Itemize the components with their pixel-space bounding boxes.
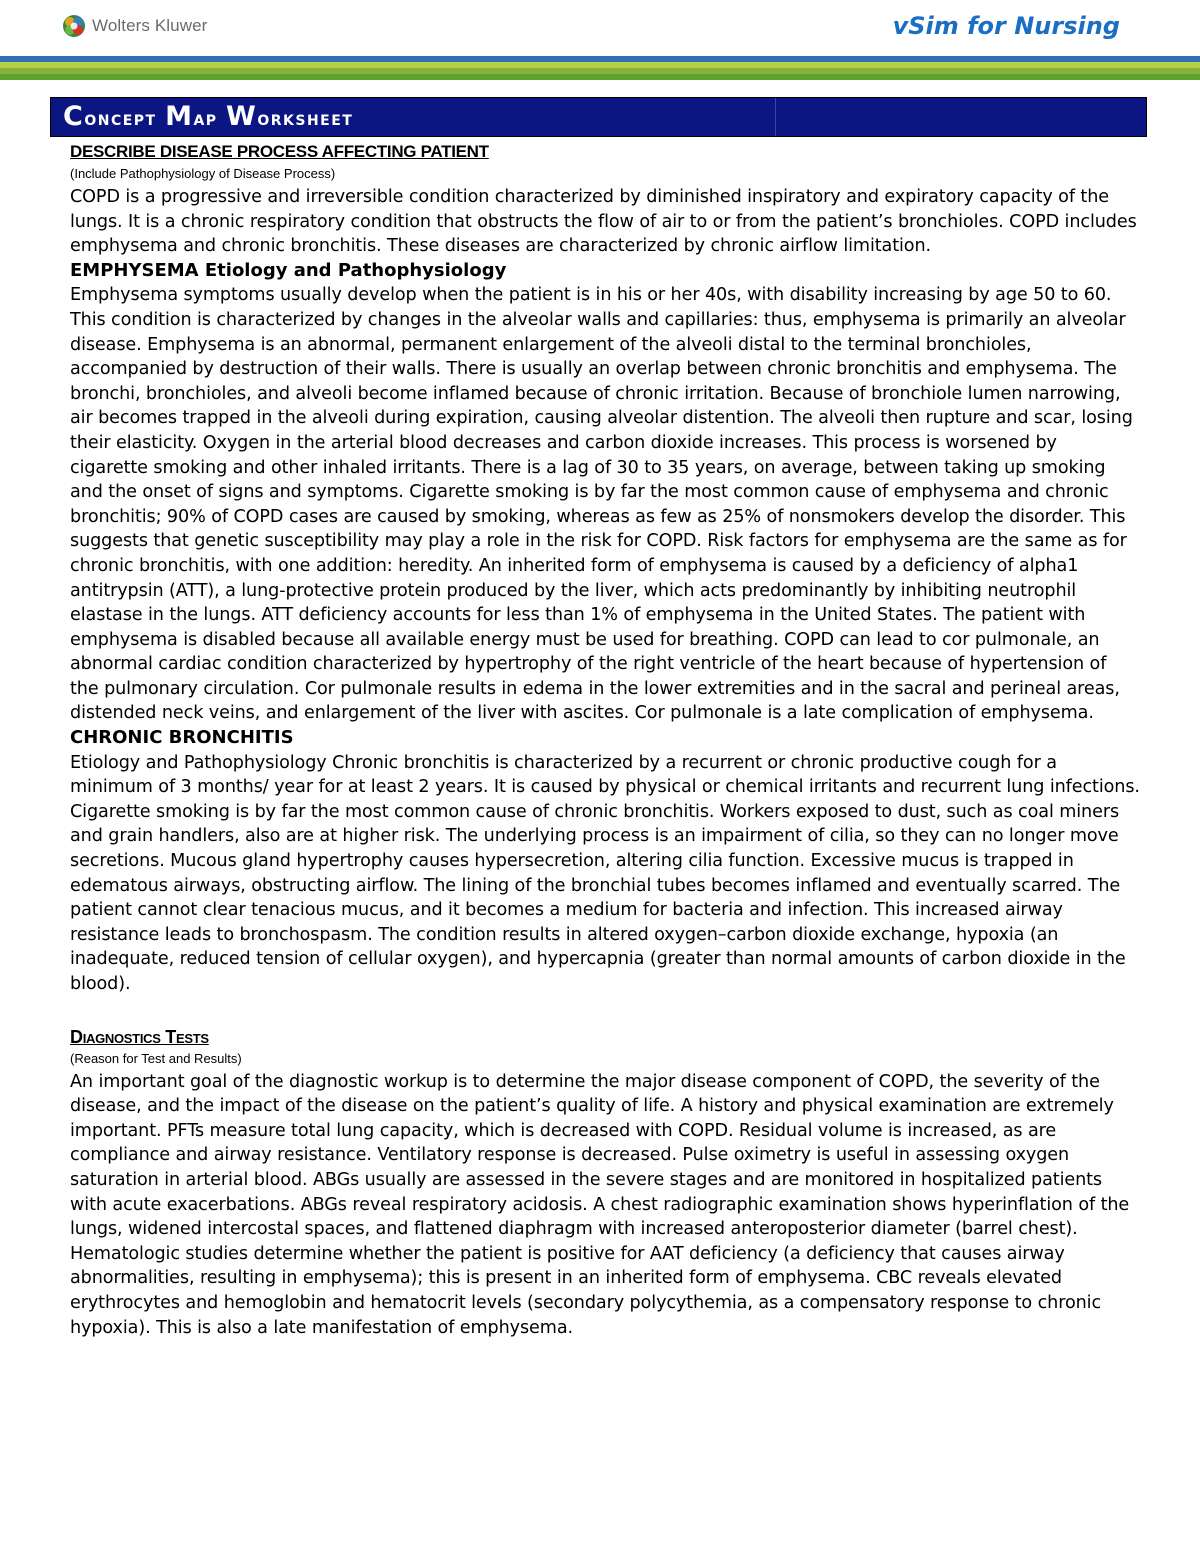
emphysema-paragraph: Emphysema symptoms usually develop when the patient is in his or her 40s, with disability increasing by age 50 to 60. This condition is characterized by changes in the alveolar walls and capillaries: thus, emphysema is primarily an alveolar disease. Emphysema is an abnormal, permanent enlargement of the alveoli distal to the terminal bronchioles, accompanied by destruction of their walls. There is usually an overlap between chronic bronchitis and emphysema. The bronchi, bronchioles, and alveoli become inflamed because of chronic irritation. Because of bronchiole lumen narrowing, air becomes trapped in the alveoli during expiration, causing alveolar distention. The alveoli then rupture and scar, losing their elasticity. Oxygen in the arterial blood decreases and carbon dioxide increases. This process is worsened by cigarette smoking and other inhaled irritants. There is a lag of 30 to 35 years, on average, between taking up smoking and the onset of signs and symptoms. Cigarette smoking is by far the most common cause of emphysema and chronic bronchitis; 90% of COPD cases are caused by smoking, whereas as few as 25% of nonsmokers develop the disorder. This suggests that genetic susceptibility may play a role in the risk for COPD. Risk factors for emphysema are the same as for chronic bronchitis, with one addition: heredity. An inherited form of emphysema is caused by a deficiency of alpha1 antitrypsin (ATT), a lung-protective protein produced by the liver, which acts predominantly by inhibiting neutrophil elastase in the lungs. ATT deficiency accounts for less than 1% of emphysema in the United States. The patient with emphysema is disabled because all available energy must be used for breathing. COPD can lead to cor pulmonale, an abnormal cardiac condition characterized by hypertrophy of the right ventricle of the heart because of hypertension of the pulmonary circulation. Cor pulmonale results in edema in the lower extremities and in the sacral and perineal areas, distended neck veins, and enlargement of the liver with ascites. Cor pulmonale is a late complication of emphysema. — [70, 285, 1133, 724]
copd-intro-paragraph: COPD is a progressive and irreversible condition characterized by diminished inspiratory and expiratory capacity of the lungs. It is a chronic respiratory condition that obstructs the flow of air to or from the patient’s bronchioles. COPD includes emphysema and chronic bronchitis. These diseases are characterized by chronic airflow limitation. — [70, 187, 1137, 257]
logo-text: Wolters Kluwer — [92, 16, 208, 35]
title-initial-3: W — [226, 101, 258, 132]
title-word-3: orksheet — [257, 106, 354, 130]
chronic-bronchitis-heading: CHRONIC BRONCHITIS — [70, 727, 294, 749]
wolters-kluwer-logo-icon — [62, 14, 86, 38]
wolters-kluwer-logo — [62, 14, 207, 38]
header-stripe-4 — [0, 74, 1200, 80]
worksheet-title — [63, 102, 353, 133]
title-bar-divider — [775, 98, 776, 136]
title-initial-2: M — [165, 101, 194, 132]
disease-process-note: (Include Pathophysiology of Disease Process) — [70, 166, 336, 181]
title-word-2: ap — [193, 106, 218, 130]
page-header — [0, 0, 1200, 56]
title-word-1: oncept — [84, 106, 157, 130]
diagnostics-paragraph: An important goal of the diagnostic workup is to determine the major disease component of COPD, the severity of the disease, and the impact of the disease on the patient’s quality of life. A history and physical examination are extremely important. PFTs measure total lung capacity, which is decreased with COPD. Residual volume is increased, as are compliance and airway resistance. Ventilatory response is decreased. Pulse oximetry is useful in assessing oxygen saturation in arterial blood. ABGs usually are assessed in the severe stages and are monitored in hospitalized patients with acute exacerbations. ABGs reveal respiratory acidosis. A chest radiographic examination shows hyperinflation of the lungs, widened intercostal spaces, and flattened diaphragm with increased anteroposterior diameter (barrel chest). Hematologic studies determine whether the patient is positive for AAT deficiency (a deficiency that causes airway abnormalities, resulting in emphysema); this is present in an inherited form of emphysema. CBC reveals elevated erythrocytes and hemoglobin and hematocrit levels (secondary polycythemia, as a compensatory response to chronic hypoxia). This is also a late manifestation of emphysema. — [70, 1071, 1130, 1338]
emphysema-heading: EMPHYSEMA Etiology and Pathophysiology — [70, 259, 507, 281]
diagnostics-note: (Reason for Test and Results) — [70, 1050, 242, 1066]
chronic-bronchitis-paragraph: Etiology and Pathophysiology Chronic bronchitis is characterized by a recurrent or chronic productive cough for a minimum of 3 months/ year for at least 2 years. It is caused by physical or chemical irritants and recurrent lung infections. Cigarette smoking is by far the most common cause of chronic bronchitis. Workers exposed to dust, such as coal miners and grain handlers, also are at higher risk. The underlying process is an impairment of cilia, so they can no longer move secretions. Mucous gland hypertrophy causes hypersecretion, altering cilia function. Excessive mucus is trapped in edematous airways, obstructing airflow. The lining of the bronchial tubes becomes inflamed and eventually scarred. The patient cannot clear tenacious mucus, and it becomes a medium for bacteria and infection. This increased airway resistance leads to bronchospasm. The condition results in altered oxygen–carbon dioxide exchange, hypoxia (an inadequate, reduced tension of cellular oxygen), and hypercapnia (greater than normal amounts of carbon dioxide in the blood). — [70, 752, 1140, 994]
worksheet-title-bar — [50, 97, 1147, 137]
diagnostics-heading: Diagnostics Tests — [70, 1026, 209, 1047]
disease-process-heading: DESCRIBE DISEASE PROCESS AFFECTING PATIENT — [70, 142, 489, 161]
worksheet-content — [70, 141, 1140, 1340]
brand-title: vSim for Nursing — [892, 12, 1120, 40]
section-spacer — [70, 997, 1140, 1026]
header-stripes — [0, 56, 1200, 80]
title-initial-1: C — [63, 101, 85, 132]
